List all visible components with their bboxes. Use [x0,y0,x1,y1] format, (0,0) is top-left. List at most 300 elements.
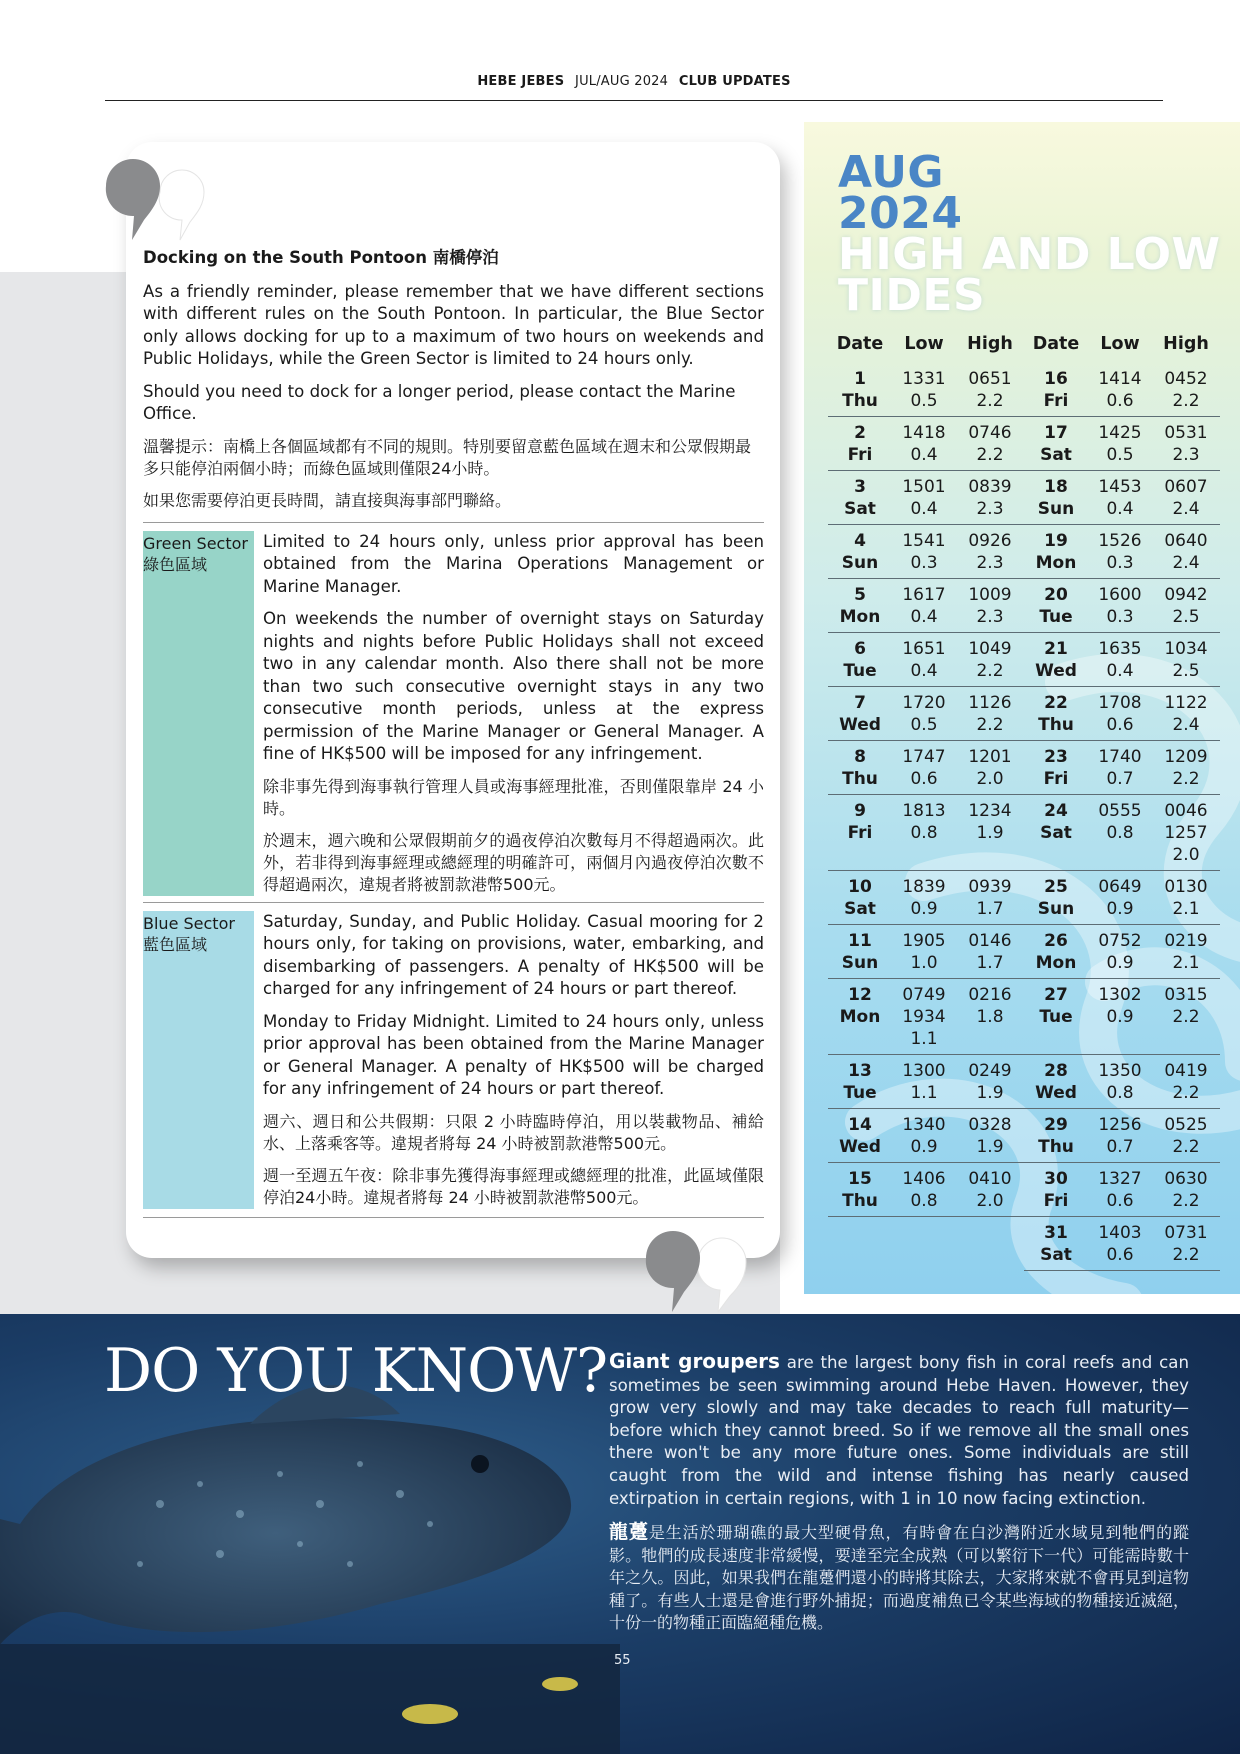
quote-close-icon [642,1222,752,1312]
tide-high-cell [956,417,1024,471]
tide-title-tides: TIDES [838,270,986,321]
tide-date-cell [1024,741,1088,795]
tide-date-cell [1024,471,1088,525]
tide-weekday: Mon [839,1007,881,1027]
tide-low-value: 1720 [902,693,946,713]
tide-row [828,579,1220,633]
tide-day-number: 16 [1044,369,1068,389]
tide-weekday: Sat [1040,445,1072,465]
tide-low-cell [1088,579,1152,633]
tide-weekday: Wed [1035,661,1077,681]
tide-low-value: 0.9 [910,899,938,919]
tide-row [828,1109,1220,1163]
tide-low-cell [892,1055,956,1109]
tide-low-value: 0.4 [910,607,938,627]
tide-high-cell [956,1109,1024,1163]
tide-low-value: 1.1 [910,1083,938,1103]
tide-low-cell [1088,525,1152,579]
tide-day-number: 27 [1044,985,1068,1005]
tide-low-value: 0.7 [1106,769,1134,789]
green-sector [143,522,764,896]
tide-high-cell [956,925,1024,979]
tide-low-value: 1.1 [910,1029,938,1049]
tide-high-value: 1122 [1164,693,1208,713]
tide-date-cell [1024,579,1088,633]
tide-high-value: 2.1 [1172,899,1200,919]
tide-low-value: 0.3 [1106,607,1134,627]
tide-date-cell [828,1163,892,1217]
tide-low-value: 1905 [902,931,946,951]
tide-date-cell [1024,687,1088,741]
tide-high-cell [956,795,1024,871]
tide-weekday: Wed [1035,1083,1077,1103]
blue-sector-rule-1: Saturday, Sunday, and Public Holiday. Casual mooring for 2 hours only, for taking on provisions, water, embarking, and disembarking of passengers. A penalty of HK$500 will be charged for any infringement of 24 hours or part thereof. [263,911,764,998]
blue-sector-label-cn: 藍色區域 [143,934,208,954]
tide-date-cell [828,1109,892,1163]
blue-sector-label [143,911,254,1209]
tide-high-cell [956,979,1024,1055]
tide-low-cell [1088,1055,1152,1109]
tide-day-number: 30 [1044,1169,1068,1189]
tide-low-cell [1088,741,1152,795]
tide-date-cell [828,687,892,741]
tide-low-value: 0.6 [1106,715,1134,735]
tide-low-value: 1600 [1098,585,1142,605]
tide-date-cell [1024,525,1088,579]
tide-high-value: 0315 [1164,985,1208,1005]
tide-high-value: 1.9 [976,823,1004,843]
tide-row [828,525,1220,579]
tide-weekday: Fri [1043,391,1069,411]
tide-low-value: 0.5 [1106,445,1134,465]
tide-weekday: Thu [1038,1137,1074,1157]
tide-high-cell [1152,471,1220,525]
tide-high-value: 2.3 [976,553,1004,573]
tide-low-value: 1340 [902,1115,946,1135]
tide-weekday: Mon [1035,953,1077,973]
tide-low-value: 0.6 [1106,391,1134,411]
tide-low-value: 0.8 [910,1191,938,1211]
tide-high-cell [1152,1217,1220,1271]
tide-high-cell [1152,1163,1220,1217]
tide-low-value: 0.9 [1106,899,1134,919]
tide-title-year: 2024 [838,188,963,239]
tide-high-value: 2.2 [1172,1245,1200,1265]
tide-date-cell [828,417,892,471]
tide-high-cell [1152,633,1220,687]
tide-high-cell [956,525,1024,579]
tide-day-number: 6 [854,639,866,659]
tide-low-cell [1088,633,1152,687]
feature-body-cn: 是生活於珊瑚礁的最大型硬骨魚，有時會在白沙灣附近水域見到牠們的蹤影。牠們的成長速度非常緩慢，要達至完全成熟（可以繁衍下一代）可能需時數十年之久。因此，如果我們在龍躉們還小的時將其除去，大家將來就不會再見到這物種了。有些人士還是會進行野外捕捉；而過度補魚已令某些海域的物種接近滅絕，十份一的物種正面臨絕種危機。 [609,1523,1189,1633]
tide-weekday: Sun [841,553,879,573]
tide-day-number: 4 [854,531,866,551]
tide-date-cell [828,925,892,979]
tide-weekday: Mon [839,607,881,627]
tide-day-number: 25 [1044,877,1068,897]
tide-high-value: 2.0 [1172,845,1200,865]
tide-table [828,333,1220,1271]
green-sector-rule-1: Limited to 24 hours only, unless prior approval has been obtained from the Marina Operations Management or Marine Manager. [263,531,764,596]
tide-high-value: 0746 [968,423,1012,443]
tide-high-value: 1.7 [976,899,1004,919]
tide-high-cell [1152,1109,1220,1163]
tide-high-value: 1234 [968,801,1012,821]
tide-date-cell [1024,979,1088,1055]
tide-high-value: 0249 [968,1061,1012,1081]
tide-low-cell [892,795,956,871]
tide-low-cell [892,1109,956,1163]
page-header [105,74,1163,89]
tide-low-cell [892,687,956,741]
tide-low-cell [1088,471,1152,525]
tide-high-value: 0328 [968,1115,1012,1135]
tide-high-cell [956,687,1024,741]
tide-high-cell [1152,525,1220,579]
tide-high-value: 0146 [968,931,1012,951]
tide-low-value: 1403 [1098,1223,1142,1243]
tide-high-cell [1152,1055,1220,1109]
tide-header-row [828,333,1220,363]
tide-low-value: 1541 [902,531,946,551]
tide-low-cell [1088,1163,1152,1217]
tide-row [828,741,1220,795]
feature-lead-en: Giant groupers [609,1349,780,1373]
tide-high-value: 2.2 [1172,1083,1200,1103]
tide-low-cell [1088,1217,1152,1271]
tide-low-cell [1088,925,1152,979]
docking-contact-cn: 如果您需要停泊更長時間，請直接與海事部門聯絡。 [143,490,512,510]
tide-low-cell [892,471,956,525]
tide-low-value: 0555 [1098,801,1142,821]
tide-high-value: 0731 [1164,1223,1208,1243]
tide-low-cell [892,871,956,925]
tide-weekday: Sat [1040,823,1072,843]
tide-low-value: 1302 [1098,985,1142,1005]
tide-low-value: 1740 [1098,747,1142,767]
tide-day-number: 9 [854,801,866,821]
tide-low-cell [892,525,956,579]
tide-low-value: 1.0 [910,953,938,973]
tide-date-cell [1024,871,1088,925]
green-sector-label [143,531,254,896]
tide-low-cell [892,363,956,417]
tide-low-value: 1414 [1098,369,1142,389]
tide-day-number: 12 [848,985,872,1005]
tide-low-value: 0.5 [910,715,938,735]
tide-date-cell [1024,417,1088,471]
tide-weekday: Sun [1037,899,1075,919]
tide-date-cell [1024,1217,1088,1271]
tide-high-value: 2.3 [976,607,1004,627]
tide-low-cell [1088,363,1152,417]
blue-sector [143,902,764,1218]
tide-high-cell [956,871,1024,925]
tide-high-value: 2.0 [976,769,1004,789]
tide-high-value: 0531 [1164,423,1208,443]
tide-day-number: 13 [848,1061,872,1081]
tide-high-value: 1257 [1164,823,1208,843]
quote-open-icon [98,152,208,242]
tide-high-value: 1201 [968,747,1012,767]
tide-low-value: 0649 [1098,877,1142,897]
tide-low-value: 1406 [902,1169,946,1189]
tide-low-value: 1651 [902,639,946,659]
tide-high-cell [956,633,1024,687]
tide-body [828,363,1220,1271]
tide-high-value: 1034 [1164,639,1208,659]
tide-row [828,471,1220,525]
tide-high-cell [1152,579,1220,633]
tide-title-month: AUG [838,147,945,198]
feature-lead-cn: 龍躉 [609,1521,649,1544]
tide-high-value: 1.9 [976,1137,1004,1157]
tide-low-cell [892,925,956,979]
tide-high-cell [956,363,1024,417]
tide-high-value: 1.8 [976,1007,1004,1027]
tide-low-value: 0.4 [1106,499,1134,519]
tide-low-value: 1300 [902,1061,946,1081]
tide-high-value: 0410 [968,1169,1012,1189]
tide-low-value: 0.3 [1106,553,1134,573]
tide-weekday: Tue [843,1083,877,1103]
tide-low-value: 0752 [1098,931,1142,951]
tide-low-value: 0749 [902,985,946,1005]
tide-high-value: 0651 [968,369,1012,389]
tide-high-value: 2.2 [1172,769,1200,789]
green-sector-body [263,531,764,896]
blue-sector-body [263,911,764,1209]
tide-day-number: 1 [854,369,866,389]
tide-weekday: Fri [1043,1191,1069,1211]
tide-date-cell [828,871,892,925]
tide-row [828,633,1220,687]
tide-day-number: 26 [1044,931,1068,951]
tide-day-number: 7 [854,693,866,713]
tide-low-cell [1088,1109,1152,1163]
tide-weekday: Thu [842,391,878,411]
tide-high-value: 0216 [968,985,1012,1005]
tide-low-value: 1708 [1098,693,1142,713]
tide-date-cell [828,471,892,525]
tide-high-value: 0219 [1164,931,1208,951]
tide-high-value: 1009 [968,585,1012,605]
tide-header-date: Date [1032,334,1080,354]
tide-high-value: 2.5 [1172,607,1200,627]
tide-low-cell [892,741,956,795]
tide-weekday: Sun [1037,499,1075,519]
docking-contact-en: Should you need to dock for a longer period, please contact the Marine Office. [143,381,736,423]
issue-date: JUL/AUG 2024 [575,74,669,89]
tide-high-value: 2.2 [1172,1137,1200,1157]
tide-weekday: Sun [841,953,879,973]
tide-high-cell [956,579,1024,633]
docking-title: Docking on the South Pontoon 南橋停泊 [143,248,499,267]
tide-low-value: 0.6 [1106,1245,1134,1265]
tide-low-value: 0.4 [910,499,938,519]
tide-weekday: Thu [842,769,878,789]
tide-weekday: Tue [1039,607,1073,627]
tide-low-value: 1934 [902,1007,946,1027]
tide-high-value: 0640 [1164,531,1208,551]
tide-row [828,417,1220,471]
tide-low-cell [1088,795,1152,871]
tide-high-value: 0630 [1164,1169,1208,1189]
green-sector-rule-4: 於週末，週六晚和公眾假期前夕的過夜停泊次數每月不得超過兩次。此外，若非得到海事經理或總經理的明確許可，兩個月內過夜停泊次數不得超過兩次，違規者將被罰款港幣500元。 [263,830,764,894]
tide-high-value: 1209 [1164,747,1208,767]
tide-high-value: 2.2 [1172,391,1200,411]
tide-header-low: Low [1100,334,1140,354]
tide-low-value: 1617 [902,585,946,605]
tide-day-number: 22 [1044,693,1068,713]
tide-day-number: 20 [1044,585,1068,605]
publication-name: HEBE JEBES [477,74,565,89]
tide-high-cell [1152,687,1220,741]
tide-row [828,363,1220,417]
tide-weekday: Tue [843,661,877,681]
tide-low-value: 0.7 [1106,1137,1134,1157]
blue-sector-label-en: Blue Sector [143,913,235,933]
docking-intro-cn: 溫馨提示：南橋上各個區域都有不同的規則。特別要留意藍色區域在週末和公眾假期最多只能停泊兩個小時；而綠色區域則僅限24小時。 [143,436,752,478]
feature-paragraph-cn [609,1521,1189,1635]
tide-day-number: 29 [1044,1115,1068,1135]
tide-date-cell [1024,795,1088,871]
tide-high-value: 0419 [1164,1061,1208,1081]
tide-high-cell [956,741,1024,795]
tide-date-cell [1024,925,1088,979]
tide-day-number: 14 [848,1115,872,1135]
tide-low-value: 0.4 [910,445,938,465]
tide-date-cell [828,525,892,579]
tide-weekday: Sat [844,499,876,519]
docking-content [143,247,764,1218]
tide-low-value: 0.5 [910,391,938,411]
docking-intro-en: As a friendly reminder, please remember that we have different sections with different rules on the South Pontoon. In particular, the Blue Sector only allows docking for up to a maximum of two hours on weekends and Public Holidays, while the Green Sector is limited to 24 hours only. [143,281,764,368]
tide-low-value: 0.8 [910,823,938,843]
tide-weekday: Fri [847,823,873,843]
tide-title [838,147,1221,321]
tide-low-value: 1327 [1098,1169,1142,1189]
tide-header-high: High [1163,334,1209,354]
tide-high-value: 0607 [1164,477,1208,497]
tide-low-value: 0.6 [1106,1191,1134,1211]
tide-high-value: 0525 [1164,1115,1208,1135]
tide-weekday: Sat [1040,1245,1072,1265]
tide-row [828,871,1220,925]
tide-day-number: 17 [1044,423,1068,443]
do-you-know-heading: DO YOU KNOW? [104,1336,608,1406]
tide-low-value: 0.6 [910,769,938,789]
tide-day-number: 21 [1044,639,1068,659]
tide-day-number: 31 [1044,1223,1068,1243]
tide-high-cell [1152,741,1220,795]
green-sector-rule-2: On weekends the number of overnight stays on Saturday nights and nights before Public Holidays shall not exceed two in any calendar month. Also there shall not be more than two such consecutive overnight stays in any two consecutive month periods, unless at the express permission of the Marine Manager or General Manager. A fine of HK$500 will be imposed for any infringement. [263,609,764,763]
tide-low-value: 0.8 [1106,823,1134,843]
tide-high-cell [1152,871,1220,925]
tide-day-number: 3 [854,477,866,497]
tide-header-low: Low [904,334,944,354]
tide-header-date: Date [836,334,884,354]
tide-high-value: 0839 [968,477,1012,497]
tide-high-value: 2.3 [1172,445,1200,465]
tide-row [828,925,1220,979]
tide-row [828,979,1220,1055]
tide-weekday: Mon [1035,553,1077,573]
tide-high-value: 1049 [968,639,1012,659]
tide-low-value: 0.9 [910,1137,938,1157]
tide-date-cell [1024,633,1088,687]
tide-low-value: 1839 [902,877,946,897]
tide-high-value: 2.0 [976,1191,1004,1211]
tide-high-value: 0452 [1164,369,1208,389]
tide-weekday: Wed [839,1137,881,1157]
tide-high-value: 2.3 [976,499,1004,519]
tide-high-value: 1.7 [976,953,1004,973]
tide-high-value: 2.5 [1172,661,1200,681]
tide-high-value: 2.2 [1172,1007,1200,1027]
tide-day-number: 19 [1044,531,1068,551]
tide-high-value: 1126 [968,693,1012,713]
tide-low-cell [892,633,956,687]
tide-high-cell [1152,417,1220,471]
tide-low-value: 1350 [1098,1061,1142,1081]
tide-high-value: 2.2 [976,445,1004,465]
tide-low-value: 1418 [902,423,946,443]
tide-high-value: 2.2 [1172,1191,1200,1211]
feature-paragraph-en [609,1350,1189,1510]
green-sector-label-en: Green Sector [143,533,248,553]
tide-low-cell [1088,417,1152,471]
tide-low-value: 1425 [1098,423,1142,443]
tide-row [828,687,1220,741]
tide-high-cell [956,1163,1024,1217]
tide-day-number: 24 [1044,801,1068,821]
tide-row [828,795,1220,871]
page-number: 55 [614,1653,631,1668]
tide-weekday: Thu [1038,715,1074,735]
tide-low-value: 0.3 [910,553,938,573]
tide-empty-cell [892,1217,956,1271]
tide-high-cell [1152,979,1220,1055]
tide-date-cell [828,741,892,795]
tide-high-cell [1152,795,1220,871]
tide-low-value: 1635 [1098,639,1142,659]
tide-row [828,1163,1220,1217]
tide-header-high: High [967,334,1013,354]
tide-date-cell [828,1055,892,1109]
tide-high-value: 1.9 [976,1083,1004,1103]
tide-low-value: 0.4 [910,661,938,681]
tide-weekday: Wed [839,715,881,735]
tide-empty-cell [956,1217,1024,1271]
tide-date-cell [1024,1055,1088,1109]
tide-date-cell [828,579,892,633]
tide-day-number: 10 [848,877,872,897]
green-sector-label-cn: 綠色區域 [143,554,208,574]
tide-low-value: 1747 [902,747,946,767]
tide-high-value: 2.4 [1172,553,1200,573]
tide-day-number: 8 [854,747,866,767]
tide-date-cell [1024,363,1088,417]
header-divider [105,100,1163,101]
tide-low-value: 1526 [1098,531,1142,551]
blue-sector-rule-2: Monday to Friday Midnight. Limited to 24 hours only, unless prior approval has been obtained from the Marine Manager or General Manager. A penalty of HK$500 will be charged for any infringement of 24 hours or part thereof. [263,1011,764,1098]
tide-day-number: 11 [848,931,872,951]
tide-low-value: 1331 [902,369,946,389]
tide-low-cell [1088,687,1152,741]
tide-empty-cell [828,1217,892,1271]
tide-weekday: Thu [842,1191,878,1211]
